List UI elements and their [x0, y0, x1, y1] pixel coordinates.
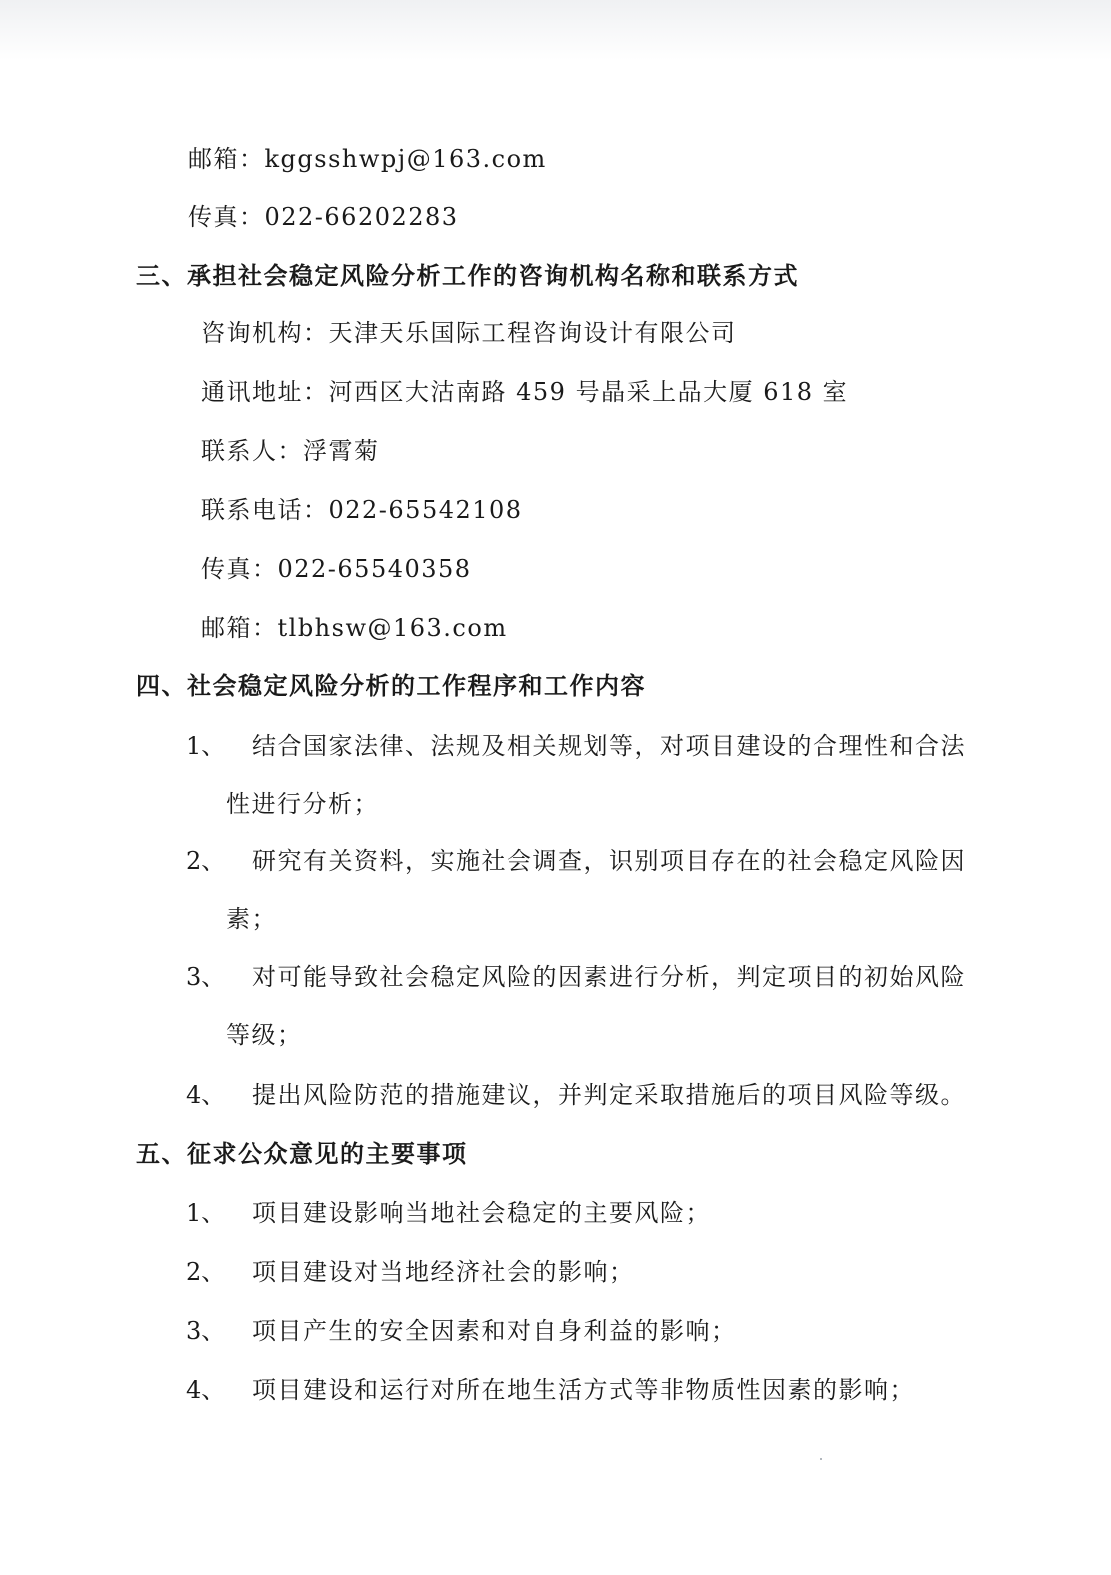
- list-item-text: 项目产生的安全因素和对自身利益的影响；: [252, 1317, 737, 1345]
- list-item-text: 研究有关资料，实施社会调查，识别项目存在的社会稳定风险因: [252, 847, 966, 875]
- list-item-text: 结合国家法律、法规及相关规划等，对项目建设的合理性和合法: [252, 732, 966, 760]
- contact-phone: 联系电话：022-65542108: [201, 496, 523, 524]
- list-item-number: 2、: [186, 847, 226, 875]
- consulting-org: 咨询机构：天津天乐国际工程咨询设计有限公司: [201, 319, 737, 347]
- contact-fax: 传真：022-66202283: [188, 203, 459, 231]
- list-item-number: 1、: [186, 732, 226, 760]
- list-item-text: 项目建设对当地经济社会的影响；: [252, 1258, 635, 1286]
- section-4-heading: 四、社会稳定风险分析的工作程序和工作内容: [136, 671, 646, 700]
- list-item-number: 3、: [186, 963, 226, 991]
- list-item-continuation: 性进行分析；: [226, 790, 379, 818]
- section-3-email: 邮箱：tlbhsw@163.com: [201, 614, 508, 642]
- section-3-heading: 三、承担社会稳定风险分析工作的咨询机构名称和联系方式: [136, 261, 799, 290]
- list-item-number: 2、: [186, 1258, 226, 1286]
- contact-email: 邮箱：kggsshwpj@163.com: [188, 145, 547, 173]
- list-item-text: 提出风险防范的措施建议，并判定采取措施后的项目风险等级。: [252, 1081, 966, 1109]
- scan-speck: [820, 1458, 822, 1460]
- contact-person: 联系人：浮霄菊: [201, 437, 380, 465]
- list-item-number: 1、: [186, 1199, 226, 1227]
- list-item-text: 项目建设影响当地社会稳定的主要风险；: [252, 1199, 711, 1227]
- list-item-continuation: 等级；: [226, 1021, 303, 1049]
- list-item-number: 4、: [186, 1081, 226, 1109]
- section-5-heading: 五、征求公众意见的主要事项: [136, 1139, 468, 1168]
- section-3-fax: 传真：022-65540358: [201, 555, 472, 583]
- list-item-text: 对可能导致社会稳定风险的因素进行分析，判定项目的初始风险: [252, 963, 966, 991]
- list-item-number: 4、: [186, 1376, 226, 1404]
- list-item-continuation: 素；: [226, 905, 277, 933]
- mailing-address: 通讯地址：河西区大沽南路 459 号晶采上品大厦 618 室: [201, 378, 849, 406]
- scan-shadow: [0, 0, 1111, 60]
- list-item-number: 3、: [186, 1317, 226, 1345]
- list-item-text: 项目建设和运行对所在地生活方式等非物质性因素的影响；: [252, 1376, 915, 1404]
